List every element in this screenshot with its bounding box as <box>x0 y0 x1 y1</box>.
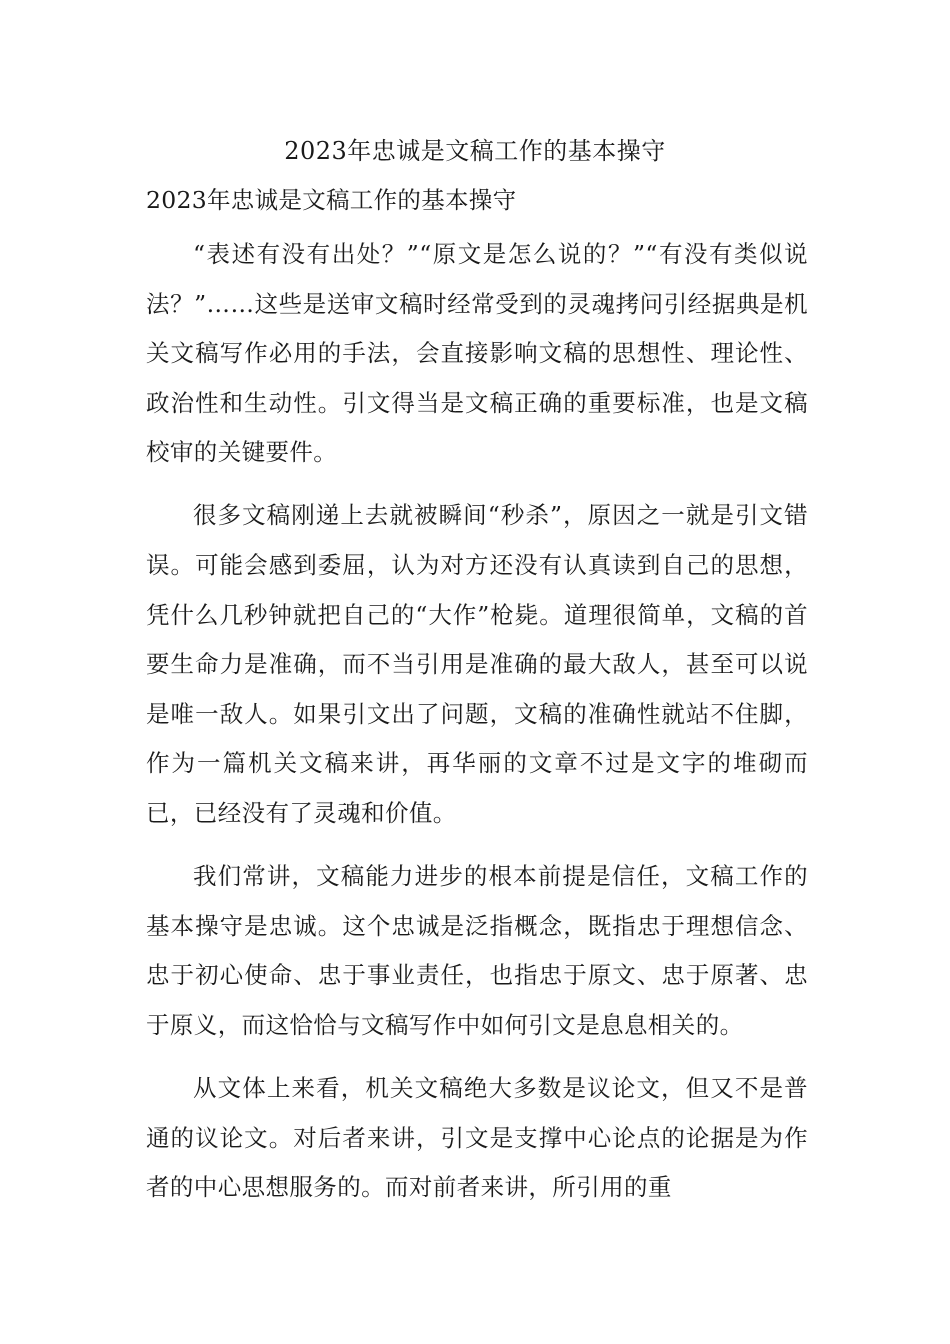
paragraph-3: 我们常讲，文稿能力进步的根本前提是信任，文稿工作的基本操守是忠诚。这个忠诚是泛指概念，既指忠于理想信念、忠于初心使命、忠于事业责任，也指忠于原文、忠于原著、忠于原义，而这恰恰与文稿写作中如何引文是息息相关的。 <box>146 862 808 1039</box>
paragraph-1: “表述有没有出处？”“原文是怎么说的？”“有没有类似说法？”……这些是送审文稿时经常受到的灵魂拷问引经据典是机关文稿写作必用的手法，会直接影响文稿的思想性、理论性、政治性和生动性。引文得当是文稿正确的重要标准，也是文稿校审的关键要件。 <box>146 240 808 467</box>
paragraph-4: 从文体上来看，机关文稿绝大多数是议论文，但又不是普通的议论文。对后者来讲，引文是支撑中心论点的论据是为作者的中心思想服务的。而对前者来讲，所引用的重 <box>146 1074 808 1202</box>
document-subtitle: 2023年忠诚是文稿工作的基本操守 <box>146 186 517 214</box>
document-title: 2023年忠诚是文稿工作的基本操守 <box>284 137 666 165</box>
document-body <box>146 182 808 1213</box>
paragraph-2: 很多文稿刚递上去就被瞬间“秒杀”，原因之一就是引文错误。可能会感到委屈，认为对方还没有认真读到自己的思想，凭什么几秒钟就把自己的“大作”枪毙。道理很简单，文稿的首要生命力是准确，而不当引用是准确的最大敌人，甚至可以说是唯一敌人。如果引文出了问题，文稿的准确性就站不住脚，作为一篇机关文稿来讲，再华丽的文章不过是文字的堆砌而已，已经没有了灵魂和价值。 <box>146 501 808 828</box>
